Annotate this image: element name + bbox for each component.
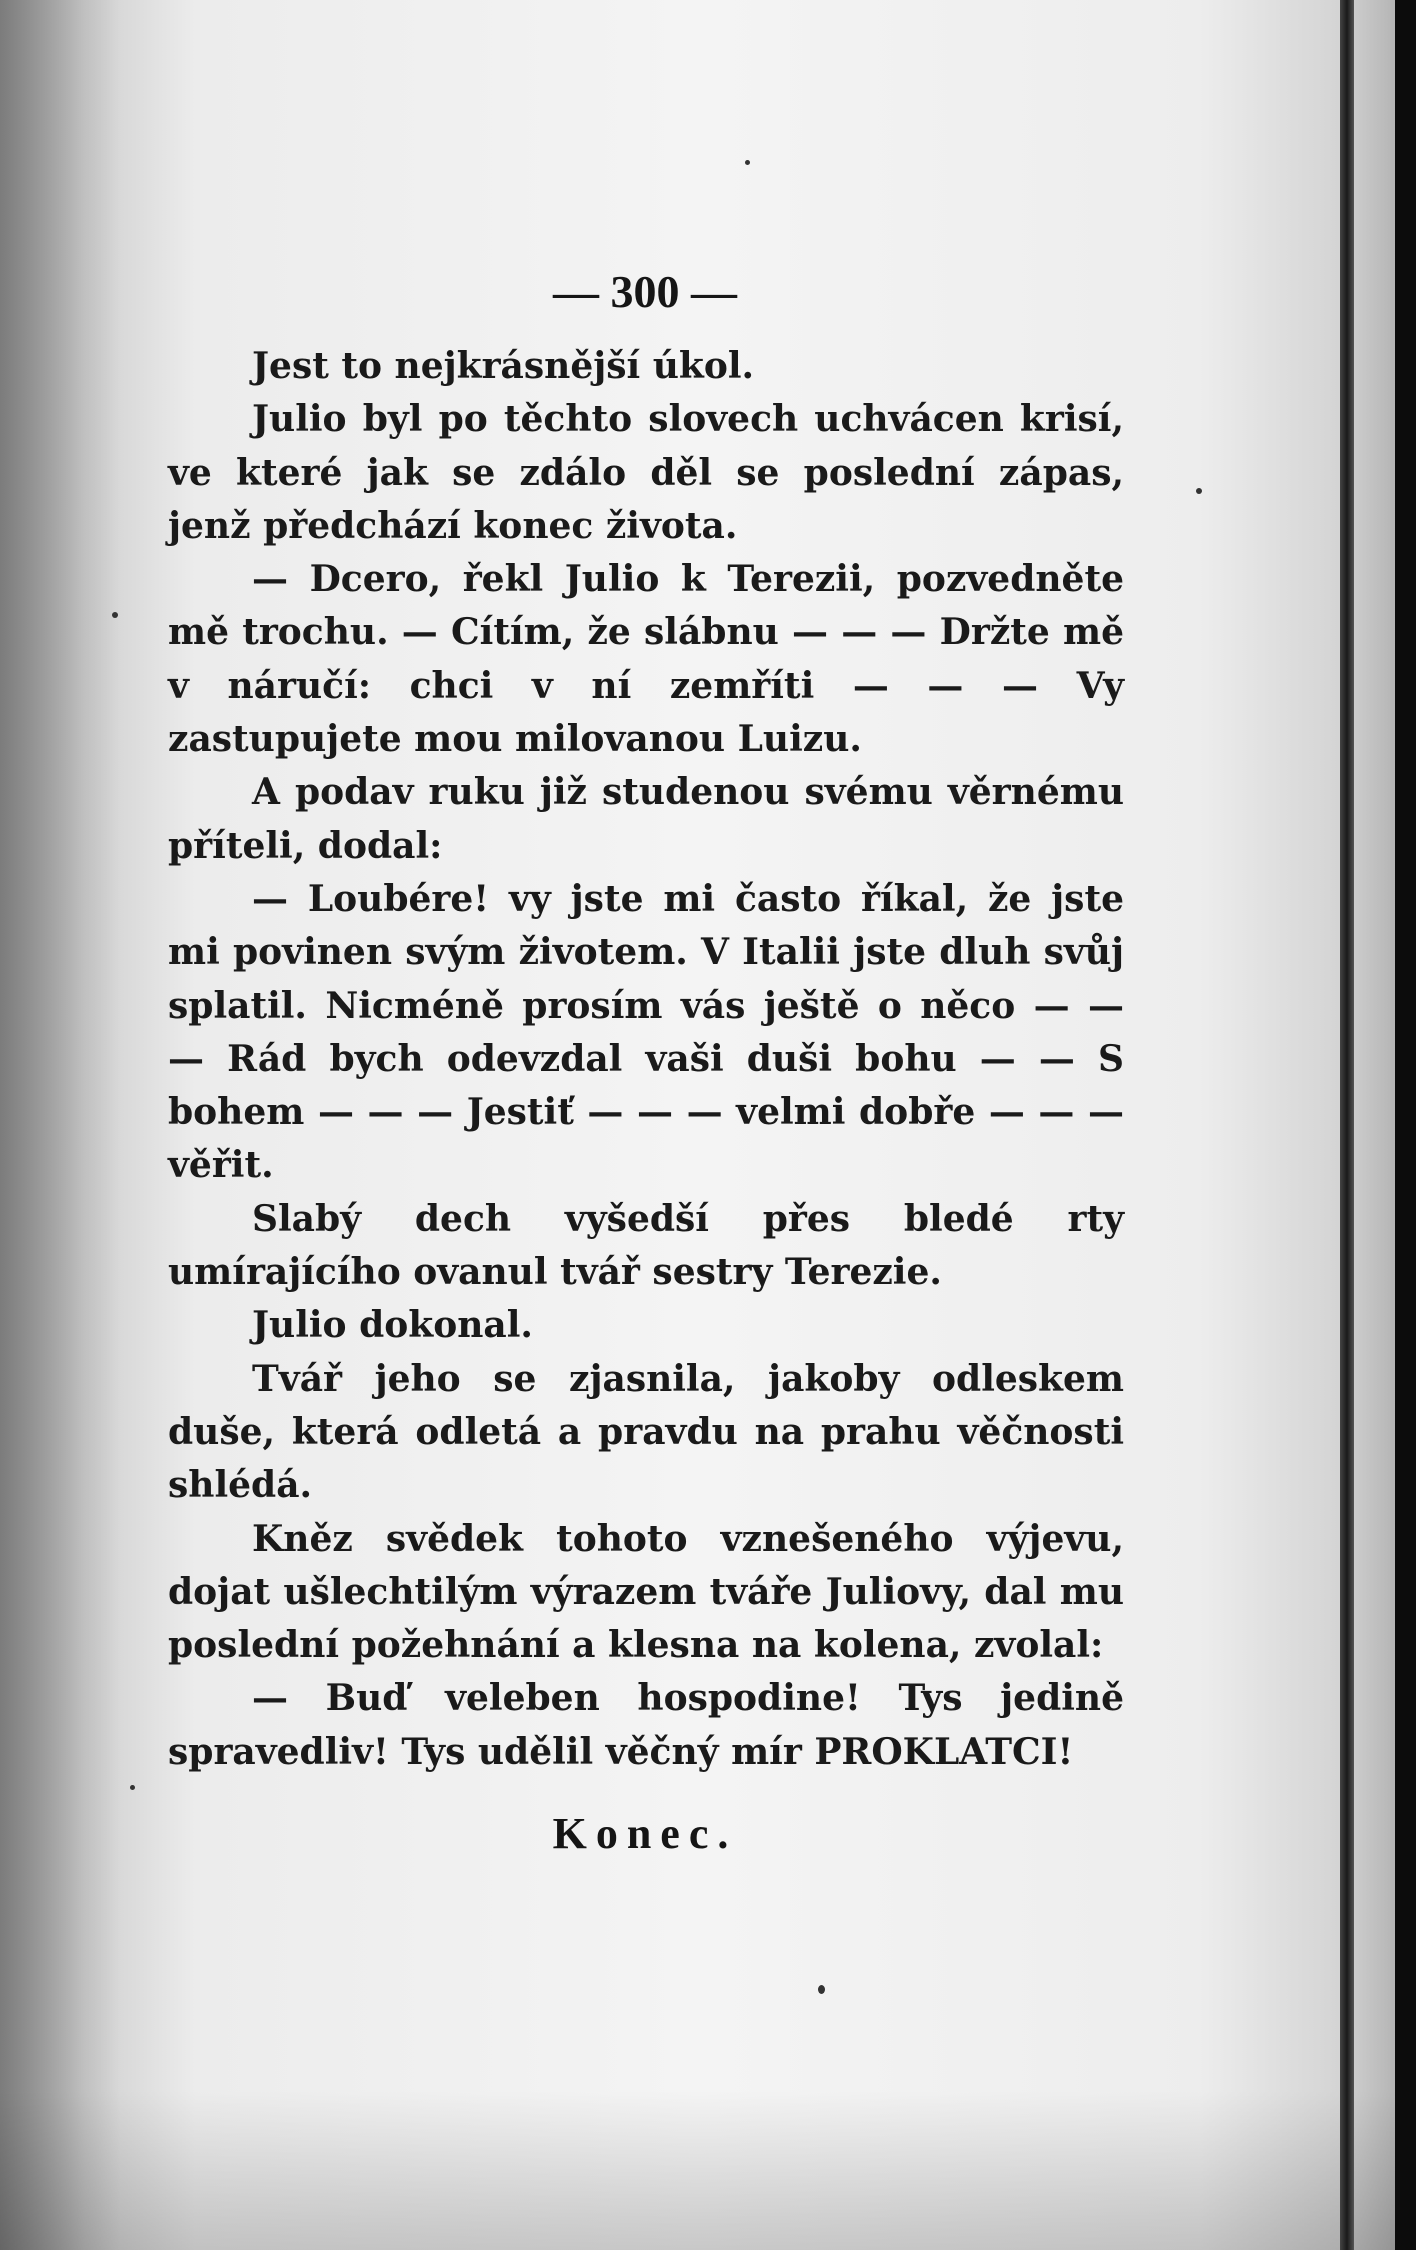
paragraph: A podav ruku již studenou svému věrnému příteli, dodal: <box>168 771 1124 867</box>
paragraph: Julio byl po těchto slovech uchvácen krisí, ve které jak se zdálo děl se poslední zápas, jenž předchází konec života. <box>168 398 1124 547</box>
paragraph: Jest to nejkrásnější úkol. <box>252 345 755 387</box>
paragraph: Julio dokonal. <box>252 1304 533 1347</box>
paragraph: — Dcero, řekl Julio k Terezii, pozvedněte mě trochu. — Cítím, že slábnu — — — Držte mě v náručí: chci v ní zemříti — — — Vy zastupujete mou milovanou Luizu. <box>168 558 1124 761</box>
print-speck <box>745 160 750 165</box>
paragraph: — Loubére! vy jste mi často říkal, že jste mi povinen svým životem. V Italii jste dluh svůj splatil. Nicméně prosím vás ještě o něco — — — Rád bych odevzdal vaši duši bohu — — S bohem — — — Jestiť — — — velmi dobře — — — věřit. <box>168 877 1124 1187</box>
print-speck <box>1196 488 1202 494</box>
paragraph: — Buď veleben hospodine! Tys jedině spravedliv! Tys udělil věčný mír PROKLATCI! <box>168 1677 1124 1773</box>
page-number: — 300 — <box>553 266 737 317</box>
print-speck <box>112 612 118 618</box>
paragraph: Tvář jeho se zjasnila, jakoby odleskem duše, která odletá a pravdu na prahu věčnosti shlédá. <box>168 1357 1124 1507</box>
page-gutter <box>1340 0 1354 2250</box>
end-mark: Konec. <box>552 1809 738 1858</box>
left-edge-shadow <box>0 0 120 2250</box>
body-text <box>168 340 1124 1779</box>
paragraph: Slabý dech vyšedší přes bledé rty umírajícího ovanul tvář sestry Terezie. <box>168 1197 1124 1294</box>
print-speck <box>818 1985 825 1994</box>
paragraph: Kněz svědek tohoto vznešeného výjevu, dojat ušlechtilým výrazem tváře Juliovy, dal mu poslední požehnání a klesna na kolena, zvolal: <box>168 1517 1124 1667</box>
print-speck <box>130 1785 135 1790</box>
bottom-shadow <box>0 2090 1395 2250</box>
